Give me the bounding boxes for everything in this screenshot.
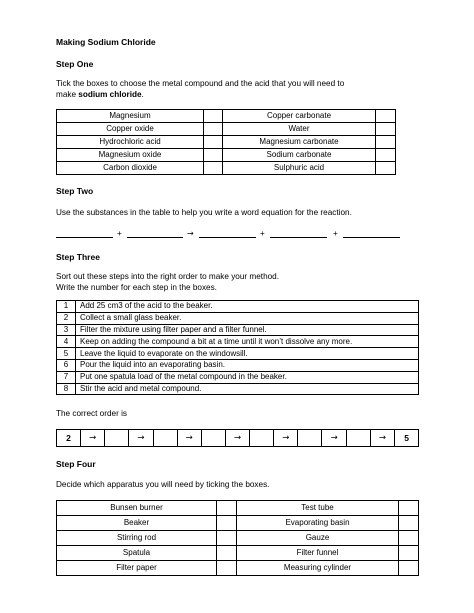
- step-number: 3: [57, 324, 76, 336]
- order-box[interactable]: [105, 430, 129, 447]
- step-three-instruction-line2: Write the number for each step in the boxes.: [56, 283, 217, 292]
- step-number: 1: [57, 301, 76, 313]
- tick-box[interactable]: [376, 123, 396, 136]
- tick-box[interactable]: [376, 136, 396, 149]
- order-arrow-icon: →: [129, 430, 153, 447]
- step-one-instruction-line2: [56, 90, 144, 99]
- table-row: [57, 359, 419, 371]
- substance-label: Carbon dioxide: [57, 162, 204, 175]
- instruction-suffix: .: [141, 90, 144, 99]
- order-arrow-icon: →: [177, 430, 201, 447]
- order-box[interactable]: [298, 430, 322, 447]
- step-text: Add 25 cm3 of the acid to the beaker.: [76, 301, 419, 313]
- equation-blank-5[interactable]: [343, 237, 400, 238]
- equation-blank-3[interactable]: [199, 237, 256, 238]
- order-arrow-icon: →: [81, 430, 105, 447]
- step-text: Keep on adding the compound a bit at a time until it won’t dissolve any more.: [76, 336, 419, 348]
- step-two-instruction: Use the substances in the table to help you write a word equation for the reaction.: [56, 208, 352, 217]
- tick-box[interactable]: [204, 162, 223, 175]
- page-title: Making Sodium Chloride: [56, 37, 156, 47]
- substance-label: Magnesium: [57, 110, 204, 123]
- order-arrow-icon: →: [322, 430, 346, 447]
- table-row: [57, 301, 419, 313]
- step-text: Filter the mixture using filter paper and a filter funnel.: [76, 324, 419, 336]
- step-text: Put one spatula load of the metal compound in the beaker.: [76, 371, 419, 383]
- equation-blank-2[interactable]: [127, 237, 183, 238]
- apparatus-label: Stirring rod: [57, 531, 217, 546]
- tick-box[interactable]: [217, 501, 237, 516]
- substance-label: Sodium carbonate: [223, 149, 376, 162]
- tick-box[interactable]: [376, 162, 396, 175]
- step-one-instruction-line1: Tick the boxes to choose the metal compound and the acid that you will need to: [56, 79, 345, 88]
- apparatus-table: [56, 500, 419, 576]
- table-row: [57, 162, 396, 175]
- tick-box[interactable]: [399, 516, 419, 531]
- step-four-heading: Step Four: [56, 459, 96, 469]
- step-three-heading: Step Three: [56, 252, 100, 262]
- tick-box[interactable]: [204, 123, 223, 136]
- order-arrow-icon: →: [274, 430, 298, 447]
- substance-label: Water: [223, 123, 376, 136]
- tick-box[interactable]: [399, 501, 419, 516]
- table-row: [57, 516, 419, 531]
- equation-blank-4[interactable]: [270, 237, 327, 238]
- substance-label: Magnesium oxide: [57, 149, 204, 162]
- tick-box[interactable]: [204, 110, 223, 123]
- step-number: 7: [57, 371, 76, 383]
- substance-label: Copper carbonate: [223, 110, 376, 123]
- apparatus-label: Filter funnel: [237, 546, 399, 561]
- step-two-heading: Step Two: [56, 186, 94, 196]
- tick-box[interactable]: [399, 546, 419, 561]
- order-box[interactable]: 5: [395, 430, 419, 447]
- step-one-heading: Step One: [56, 59, 94, 69]
- step-four-instruction: Decide which apparatus you will need by ticking the boxes.: [56, 480, 270, 489]
- table-row: [57, 149, 396, 162]
- step-number: 5: [57, 348, 76, 360]
- correct-order-table: [56, 429, 419, 447]
- instruction-bold: sodium chloride: [78, 90, 142, 99]
- step-text: Leave the liquid to evaporate on the windowsill.: [76, 348, 419, 360]
- order-box[interactable]: [153, 430, 177, 447]
- table-row: [57, 348, 419, 360]
- order-arrow-icon: →: [370, 430, 394, 447]
- step-number: 2: [57, 312, 76, 324]
- apparatus-label: Test tube: [237, 501, 399, 516]
- table-row: [57, 561, 419, 576]
- tick-box[interactable]: [376, 149, 396, 162]
- substance-label: Magnesium carbonate: [223, 136, 376, 149]
- step-text: Stir the acid and metal compound.: [76, 383, 419, 395]
- apparatus-label: Gauze: [237, 531, 399, 546]
- table-row: [57, 336, 419, 348]
- apparatus-label: Evaporating basin: [237, 516, 399, 531]
- substance-label: Sulphuric acid: [223, 162, 376, 175]
- equation-plus-2: +: [260, 229, 265, 238]
- substance-label: Copper oxide: [57, 123, 204, 136]
- tick-box[interactable]: [376, 110, 396, 123]
- table-row: [57, 531, 419, 546]
- apparatus-label: Beaker: [57, 516, 217, 531]
- step-text: Collect a small glass beaker.: [76, 312, 419, 324]
- instruction-prefix: make: [56, 90, 79, 99]
- step-number: 4: [57, 336, 76, 348]
- order-label: The correct order is: [56, 409, 127, 418]
- method-steps-table: [56, 300, 419, 395]
- order-arrow-icon: →: [225, 430, 249, 447]
- order-box[interactable]: [250, 430, 274, 447]
- table-row: [57, 383, 419, 395]
- table-row: [57, 546, 419, 561]
- equation-plus-3: +: [333, 229, 338, 238]
- step-number: 6: [57, 359, 76, 371]
- step-number: 8: [57, 383, 76, 395]
- tick-box[interactable]: [204, 136, 223, 149]
- order-box[interactable]: [201, 430, 225, 447]
- tick-box[interactable]: [399, 561, 419, 576]
- table-row: [57, 123, 396, 136]
- step-three-instruction-line1: Sort out these steps into the right order to make your method.: [56, 272, 280, 281]
- apparatus-label: Measuring cylinder: [237, 561, 399, 576]
- equation-arrow-icon: →: [187, 229, 194, 238]
- step-text: Pour the liquid into an evaporating basin.: [76, 359, 419, 371]
- apparatus-label: Spatula: [57, 546, 217, 561]
- table-row: [57, 324, 419, 336]
- table-row: [57, 312, 419, 324]
- equation-blank-1[interactable]: [56, 237, 113, 238]
- order-box[interactable]: 2: [57, 430, 81, 447]
- table-row: [57, 371, 419, 383]
- tick-box[interactable]: [217, 561, 237, 576]
- tick-box[interactable]: [217, 516, 237, 531]
- tick-box[interactable]: [204, 149, 223, 162]
- substance-label: Hydrochloric acid: [57, 136, 204, 149]
- apparatus-label: Bunsen burner: [57, 501, 217, 516]
- tick-box[interactable]: [217, 531, 237, 546]
- tick-box[interactable]: [217, 546, 237, 561]
- order-box[interactable]: [346, 430, 370, 447]
- equation-plus-1: +: [117, 229, 122, 238]
- table-row: [57, 136, 396, 149]
- apparatus-label: Filter paper: [57, 561, 217, 576]
- table-row: [57, 501, 419, 516]
- table-row: [57, 110, 396, 123]
- metal-acid-table: [56, 109, 396, 175]
- tick-box[interactable]: [399, 531, 419, 546]
